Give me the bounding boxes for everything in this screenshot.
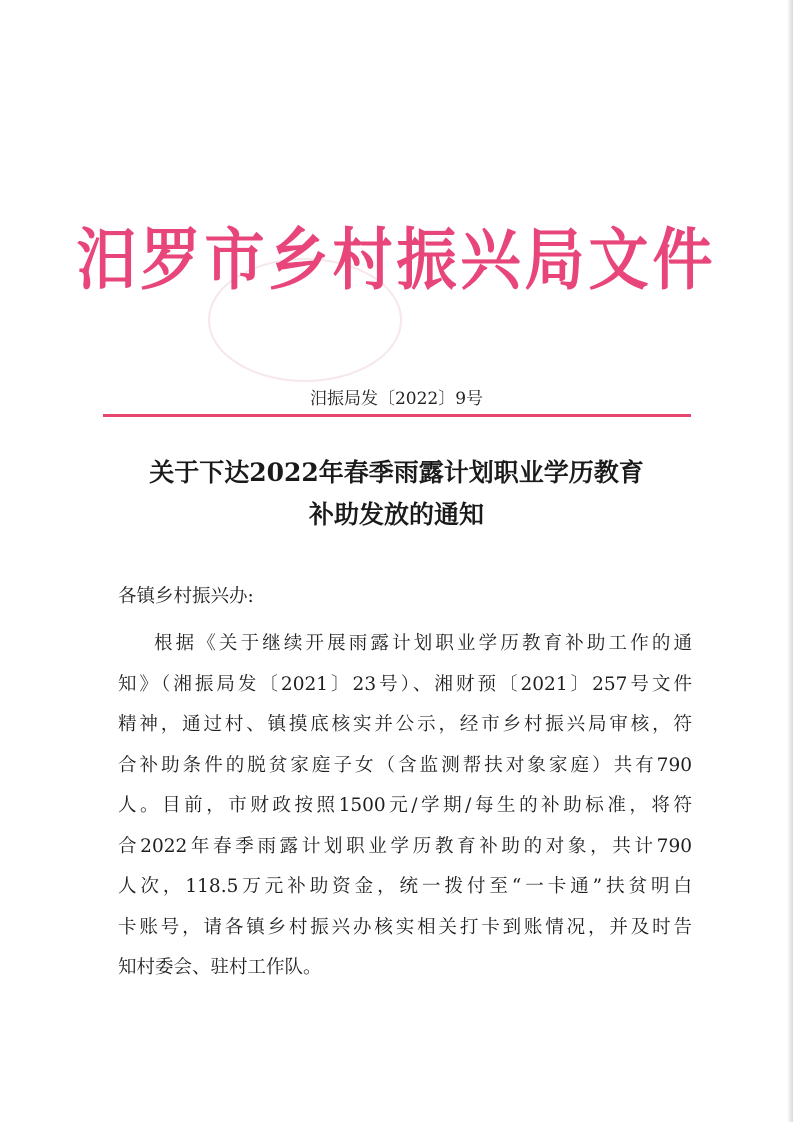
scan-edge-shadow: [787, 0, 793, 1122]
salutation: 各镇乡村振兴办:: [118, 586, 254, 607]
body-line: 合2022年春季雨露计划职业学历教育补助的对象，共计790: [118, 835, 692, 857]
document-masthead: 汨罗市乡村振兴局文件: [76, 221, 717, 300]
body-text: [118, 624, 692, 989]
document-title: [60, 452, 733, 536]
title-line: 关于下达2022年春季雨露计划职业学历教育: [149, 458, 644, 487]
red-separator-line: [103, 414, 691, 417]
body-line: 人。目前，市财政按照1500元/学期/每生的补助标准，将符: [118, 795, 692, 816]
body-line: 知村委会、驻村工作队。: [118, 957, 322, 978]
body-line: 精神，通过村、镇摸底核实并公示，经市乡村振兴局审核，符: [118, 714, 692, 735]
body-line: 卡账号，请各镇乡村振兴办核实相关打卡到账情况，并及时告: [118, 916, 692, 938]
body-line: 知》（湘振局发〔2021〕23号）、湘财预〔2021〕257号文件: [118, 673, 692, 695]
body-line: 人次，118.5万元补助资金，统一拨付至“一卡通”扶贫明白: [118, 876, 692, 897]
bleed-through-text: [120, 150, 680, 168]
body-line: 根据《关于继续开展雨露计划职业学历教育补助工作的通: [154, 633, 692, 654]
body-line: 合补助条件的脱贫家庭子女（含监测帮扶对象家庭）共有790: [118, 754, 692, 776]
document-number: 汨振局发〔2022〕9号: [309, 389, 484, 409]
title-line: 补助发放的通知: [308, 500, 484, 529]
